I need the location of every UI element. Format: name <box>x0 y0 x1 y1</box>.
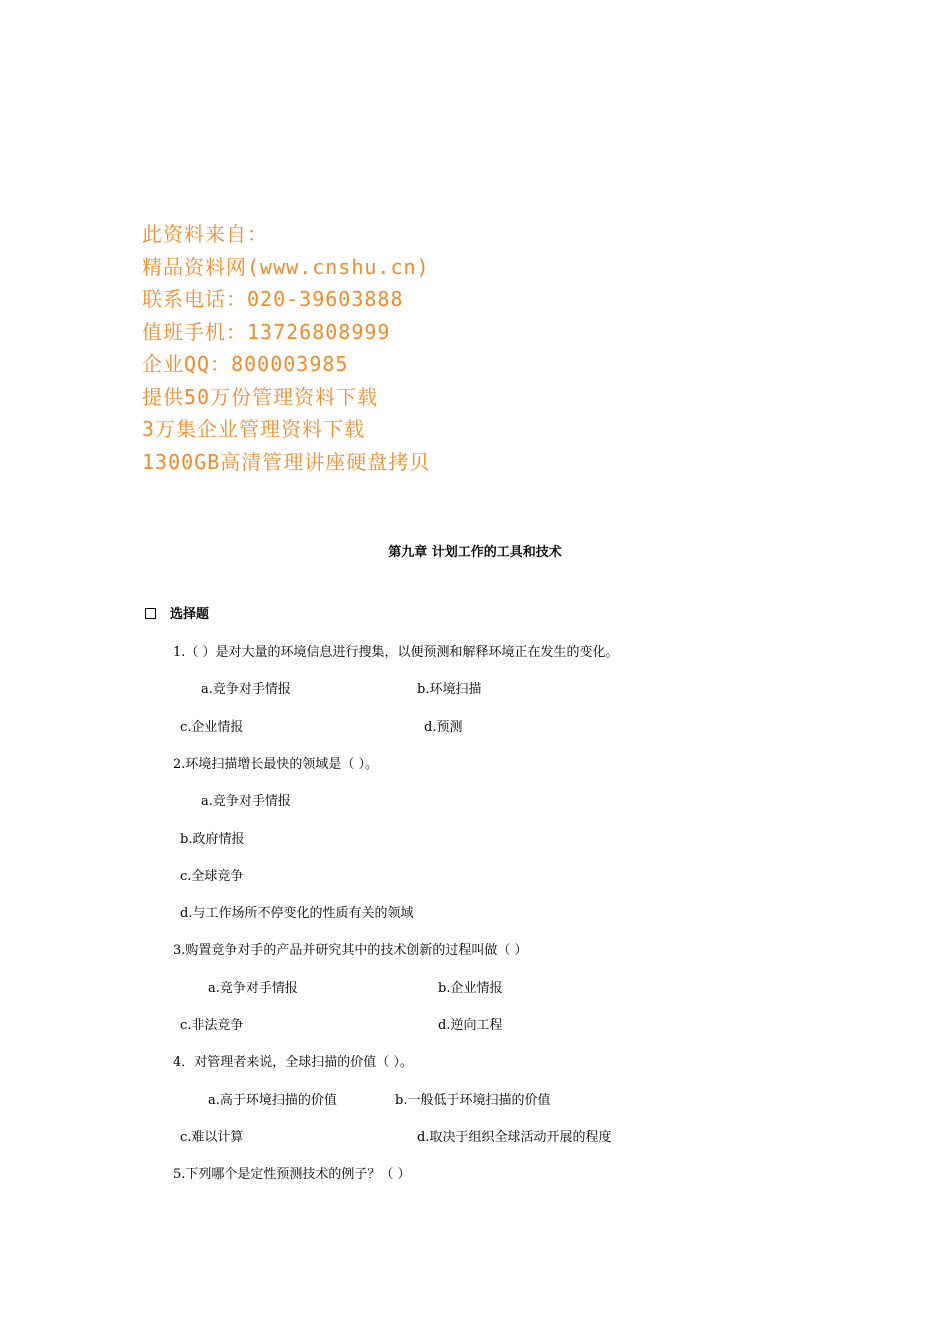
option-b: b.环境扫描 <box>417 682 482 697</box>
question-stem: 5.下列哪个是定性预测技术的例子？（ ） <box>173 1167 411 1182</box>
option-b: b.企业情报 <box>438 981 503 996</box>
question-stem: 2.环境扫描增长最快的领域是（ ）。 <box>173 757 379 772</box>
section-heading <box>145 603 209 622</box>
ad-line: 此资料来自： <box>142 222 268 246</box>
option-a: a.竞争对手情报 <box>201 682 291 697</box>
source-ad-block <box>142 218 430 478</box>
option-d: d.与工作场所不停变化的性质有关的领域 <box>180 906 414 921</box>
option-b: b.一般低于环境扫描的价值 <box>395 1093 551 1108</box>
ad-line: 值班手机：13726808999 <box>142 319 391 344</box>
chapter-title: 第九章 计划工作的工具和技术 <box>388 545 562 560</box>
ad-line: 1300GB高清管理讲座硬盘拷贝 <box>142 449 431 474</box>
option-c: c.难以计算 <box>180 1130 244 1145</box>
option-d: d.逆向工程 <box>438 1018 503 1033</box>
ad-line: 3万集企业管理资料下载 <box>142 417 366 441</box>
question-stem: 3.购置竞争对手的产品并研究其中的技术创新的过程叫做（ ） <box>173 943 528 958</box>
option-c: c.企业情报 <box>180 720 244 735</box>
option-d: d.取决于组织全球活动开展的程度 <box>417 1130 612 1145</box>
question-stem: 1.（ ）是对大量的环境信息进行搜集，以便预测和解释环境正在发生的变化。 <box>173 645 619 660</box>
ad-line: 提供50万份管理资料下载 <box>142 384 379 409</box>
option-a: a.高于环境扫描的价值 <box>208 1093 337 1108</box>
option-d: d.预测 <box>424 720 463 735</box>
ad-line: 精品资料网(www.cnshu.cn) <box>142 254 430 279</box>
ad-line: 联系电话：020-39603888 <box>142 287 404 311</box>
option-a: a.竞争对手情报 <box>201 794 291 809</box>
checkbox-square-icon <box>145 608 156 619</box>
option-c: c.全球竞争 <box>180 869 244 884</box>
section-title: 选择题 <box>170 607 210 622</box>
option-c: c.非法竞争 <box>180 1018 244 1033</box>
option-b: b.政府情报 <box>180 832 245 847</box>
ad-line: 企业QQ：800003985 <box>142 352 349 376</box>
option-a: a.竞争对手情报 <box>208 981 298 996</box>
question-stem: 4．对管理者来说，全球扫描的价值（ ）。 <box>173 1055 413 1070</box>
